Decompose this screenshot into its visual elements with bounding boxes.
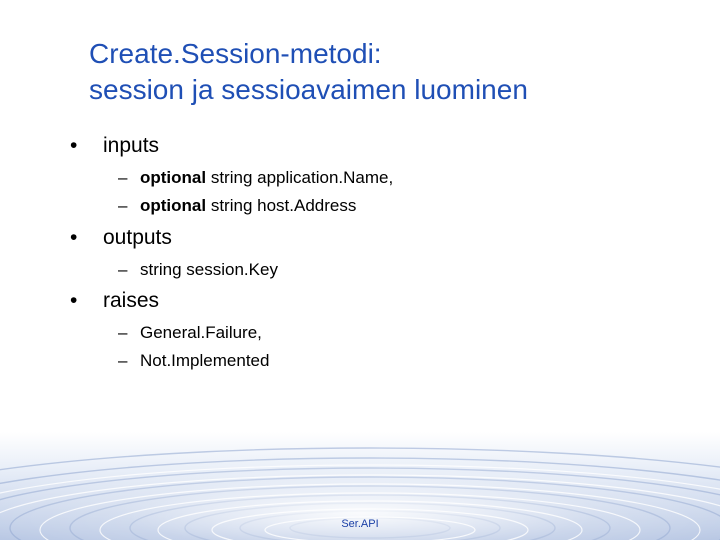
- dash: –: [118, 196, 128, 215]
- dash: –: [118, 351, 128, 370]
- dash: –: [118, 323, 128, 342]
- title-line-1: Create.Session-metodi:: [89, 38, 382, 69]
- dash: –: [118, 260, 128, 279]
- sub-item: [118, 323, 262, 343]
- sub-item: [118, 196, 356, 216]
- sub-item: [118, 168, 393, 188]
- sub-text: string session.Key: [140, 260, 278, 279]
- bullet-dot: •: [70, 226, 78, 249]
- sub-text: string host.Address: [206, 196, 357, 215]
- bullet-dot: •: [70, 134, 78, 157]
- bullet-outputs: [70, 226, 172, 250]
- title-line-2: session ja sessioavaimen luominen: [89, 74, 528, 105]
- sub-text: General.Failure,: [140, 323, 262, 342]
- sub-keyword: optional: [140, 196, 207, 215]
- bullet-label: inputs: [103, 134, 160, 157]
- dash: –: [118, 168, 128, 187]
- sub-item: [118, 351, 269, 371]
- sub-keyword: optional: [140, 168, 207, 187]
- bullet-label: outputs: [103, 226, 172, 249]
- footer-text: Ser.API: [341, 518, 379, 530]
- bullet-raises: [70, 289, 159, 313]
- bullet-dot: •: [70, 289, 78, 312]
- bullet-inputs: [70, 134, 159, 158]
- bullet-label: raises: [103, 289, 160, 312]
- sub-item: [118, 260, 278, 280]
- sub-text: string application.Name,: [206, 168, 394, 187]
- sub-text: Not.Implemented: [140, 351, 270, 370]
